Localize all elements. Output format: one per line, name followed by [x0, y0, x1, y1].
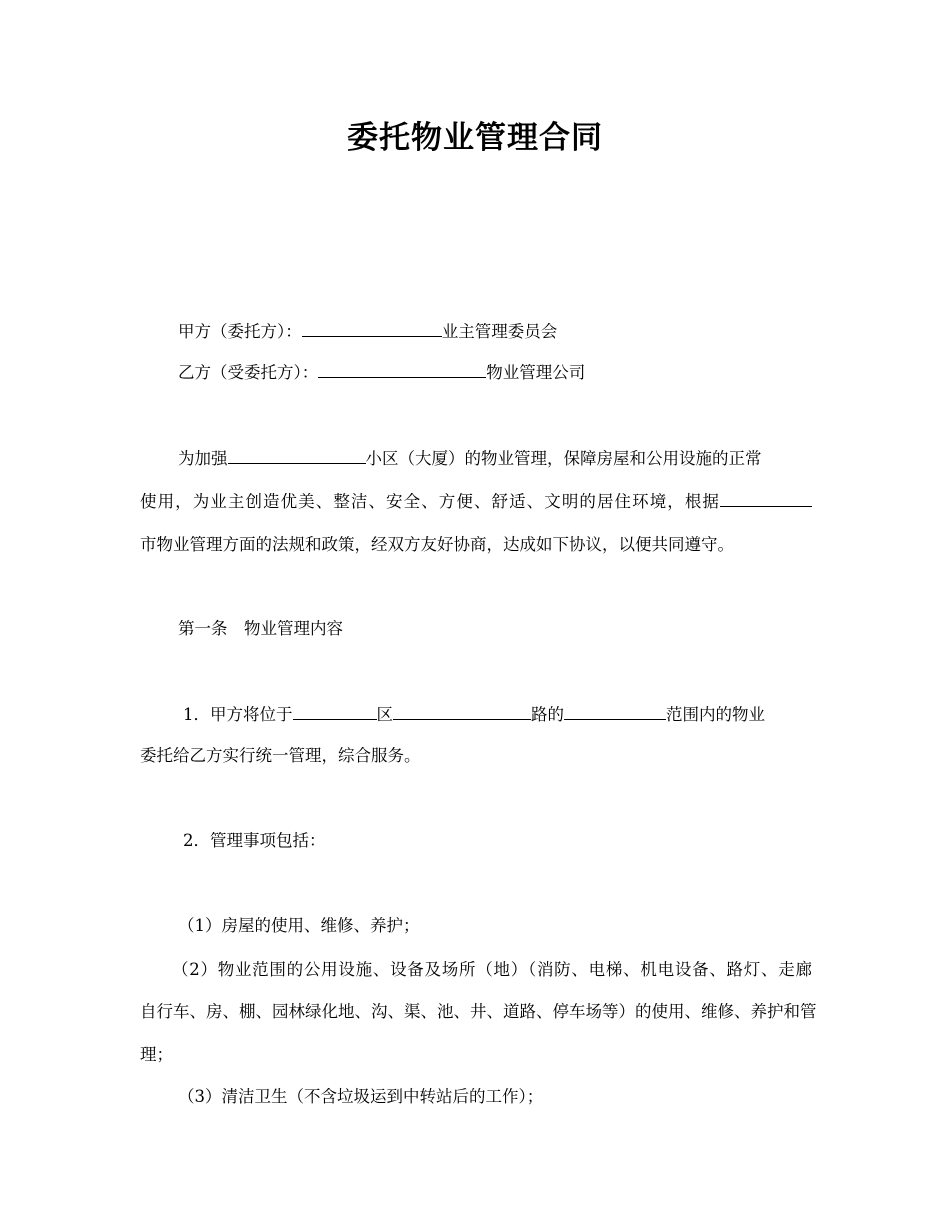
party-b-blank[interactable]	[318, 361, 486, 378]
preamble-line-1	[178, 447, 762, 470]
road-blank[interactable]	[393, 703, 531, 720]
item-1-line-2: 委托给乙方实行统一管理，综合服务。	[140, 746, 421, 765]
sub-item-3: （3）清洁卫生（不含垃圾运到中转站后的工作）；	[178, 1087, 544, 1106]
party-a-suffix: 业主管理委员会	[441, 322, 558, 341]
item-text: 甲方将位于	[210, 705, 293, 724]
district-blank[interactable]	[293, 703, 377, 720]
city-name-blank[interactable]	[720, 490, 812, 507]
preamble-text: 小区（大厦）的物业管理，保障房屋和公用设施的正常	[365, 449, 762, 468]
sub-item-2-line-2	[140, 1001, 817, 1023]
party-b-line	[178, 361, 585, 384]
preamble-line-2	[140, 490, 812, 513]
contract-title: 委托物业管理合同	[347, 120, 603, 156]
item-1-line-1	[183, 703, 765, 726]
item-text: 范围内的物业	[666, 705, 765, 724]
article-1-heading: 第一条 物业管理内容	[178, 619, 343, 638]
party-a-line	[178, 320, 557, 343]
range-blank[interactable]	[564, 703, 666, 720]
sub-item-text: （2）物业范围的公用设施、设备及场所（地）（消防、电梯、机电设备、路灯、走廊	[172, 960, 812, 979]
party-a-label: 甲方（委托方）：	[178, 322, 302, 341]
preamble-text: 为加强	[178, 449, 228, 468]
item-text: 区	[376, 705, 393, 724]
preamble-line-3: 市物业管理方面的法规和政策，经双方友好协商，达成如下协议，以便共同遵守。	[140, 535, 734, 554]
party-b-label: 乙方（受委托方）：	[178, 363, 319, 382]
community-name-blank[interactable]	[228, 447, 366, 464]
sub-item-1: （1）房屋的使用、维修、养护；	[178, 916, 420, 935]
sub-item-text: 自行车、房、棚、园林绿化地、沟、渠、池、井、道路、停车场等）的使用、维修、养护和管	[140, 1002, 817, 1021]
item-text: 路的	[531, 705, 564, 724]
sub-item-2-line-3: 理；	[140, 1045, 173, 1064]
party-a-blank[interactable]	[302, 320, 442, 337]
preamble-text: 使用，为业主创造优美、整洁、安全、方便、舒适、文明的居住环境，根据	[140, 492, 720, 511]
item-2	[183, 830, 326, 852]
item-number: 1．	[183, 705, 210, 724]
item-number: 2．	[183, 831, 210, 850]
sub-item-2-line-1	[172, 959, 812, 981]
party-b-suffix: 物业管理公司	[486, 363, 586, 382]
item-text: 管理事项包括：	[210, 831, 326, 850]
